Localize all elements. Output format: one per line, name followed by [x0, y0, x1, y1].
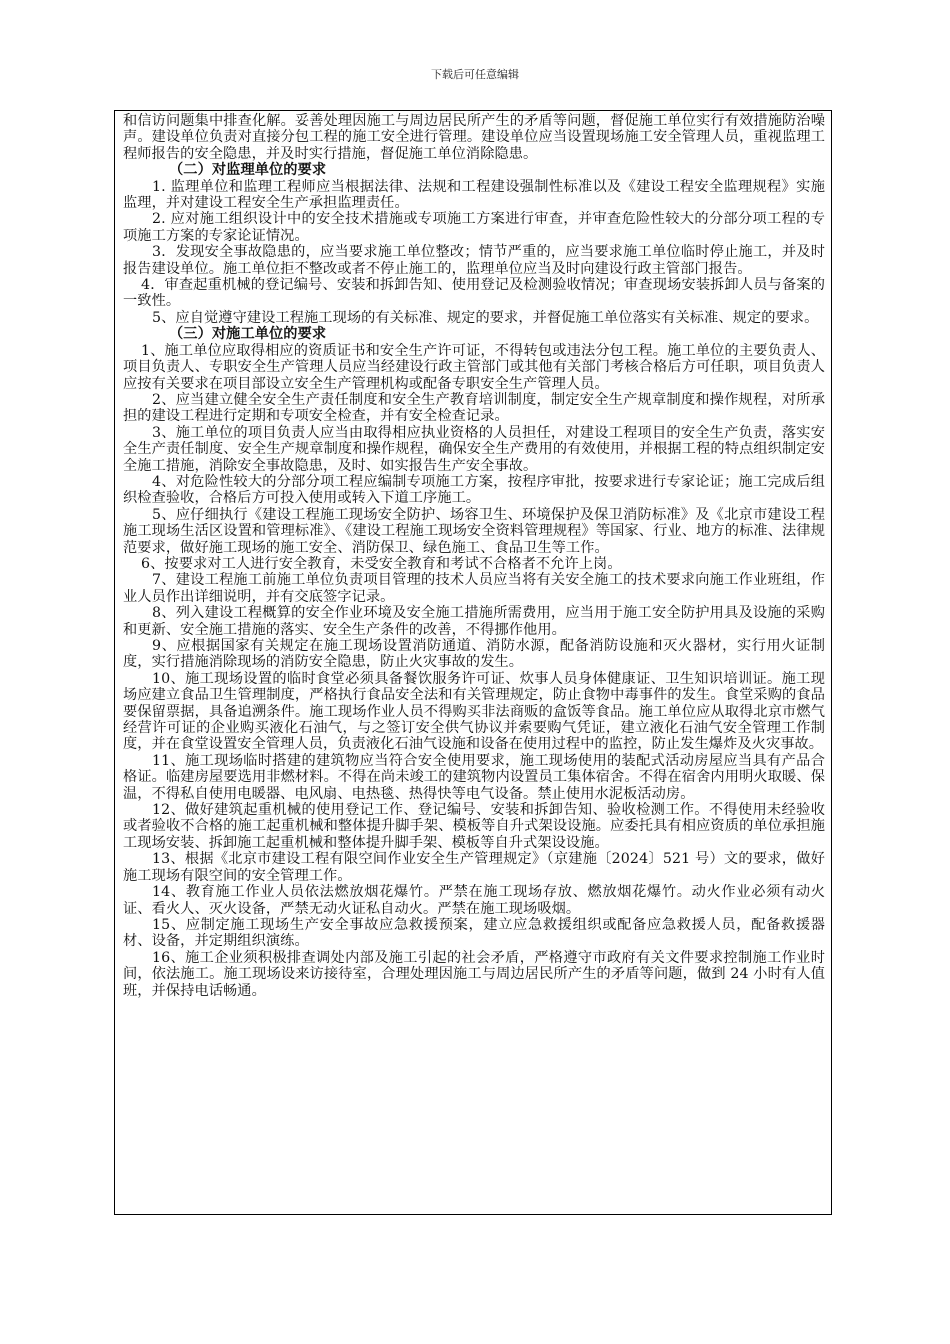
section-heading: （三）对施工单位的要求 [169, 326, 327, 343]
paragraph: 9、应根据国家有关规定在施工现场设置消防通道、消防水源，配备消防设施和灭火器材，实行用火证制度，实行措施消除现场的消防安全隐患，防止火灾事故的发生。 [123, 638, 825, 671]
paragraph: 13、根据《北京市建设工程有限空间作业安全生产管理规定》（京建施〔2024〕521 号）文的要求，做好施工现场有限空间的安全管理工作。 [123, 851, 825, 884]
paragraph: 3、施工单位的项目负责人应当由取得相应执业资格的人员担任，对建设工程项目的安全生产负责，落实安全生产责任制度、安全生产规章制度和操作规程，确保安全生产费用的有效使用，并根据工程的特点组织制定安全施工措施，消除安全事故隐患，及时、如实报告生产安全事故。 [123, 424, 825, 474]
paragraph: 14、教育施工作业人员依法燃放烟花爆竹。严禁在施工现场存放、燃放烟花爆竹。动火作业必须有动火证、看火人、灭火设备，严禁无动火证私自动火。严禁在施工现场吸烟。 [123, 884, 825, 917]
paragraph: 1. 监理单位和监理工程师应当根据法律、法规和工程建设强制性标准以及《建设工程安全监理规程》实施监理，并对建设工程安全生产承担监理责任。 [123, 178, 825, 212]
paragraph: 4．审查起重机械的登记编号、安装和拆卸告知、使用登记及检测验收情况；审查现场安装拆卸人员与备案的一致性。 [123, 277, 825, 310]
page-header: 下载后可任意编辑 [431, 68, 519, 81]
paragraph: 1、施工单位应取得相应的资质证书和安全生产许可证，不得转包或违法分包工程。施工单位的主要负责人、项目负责人、专职安全生产管理人员应当经建设行政主管部门或其他有关部门考核合格后方可任职，项目负责人应按有关要求在项目部设立安全生产管理机构或配备专职安全生产管理人员。 [123, 342, 825, 392]
paragraph: 10、施工现场设置的临时食堂必须具备餐饮服务许可证、炊事人员身体健康证、卫生知识培训证。施工现场应建立食品卫生管理制度，严格执行食品安全法和有关管理规定，防止食物中毒事件的发生。食堂采购的食品要保留票据，具备追溯条件。施工现场作业人员不得购买非法商贩的盒饭等食品。施工单位应从取得北京市燃气经营许可证的企业购买液化石油气，与之签订安全供气协议并索要购气凭证，建立液化石油气安全管理工作制度，并在食堂设置安全管理人员，负责液化石油气设施和设备在使用过程中的监控，防止发生爆炸及火灾事故。 [123, 670, 825, 753]
document-body [123, 113, 825, 999]
content-table-cell [114, 110, 832, 1215]
paragraph: 11、施工现场临时搭建的建筑物应当符合安全使用要求，施工现场使用的装配式活动房屋应当具有产品合格证。临建房屋要选用非燃材料。不得在尚未竣工的建筑物内设置员工集体宿舍。不得在宿舍内用明火取暖、保温，不得私自使用电暖器、电风扇、电热毯、热得快等电气设备。禁止使用水泥板活动房。 [123, 752, 825, 802]
paragraph: 2、应当建立健全安全生产责任制度和安全生产教育培训制度，制定安全生产规章制度和操作规程，对所承担的建设工程进行定期和专项安全检查，并有安全检查记录。 [123, 391, 825, 425]
paragraph: 3．发现安全事故隐患的，应当要求施工单位整改；情节严重的，应当要求施工单位临时停止施工，并及时报告建设单位。施工单位拒不整改或者不停止施工的，监理单位应当及时向建设行政主管部门报告。 [123, 244, 825, 277]
paragraph: 15、应制定施工现场生产安全事故应急救援预案，建立应急救援组织或配备应急救援人员，配备救援器材、设备，并定期组织演练。 [123, 916, 825, 950]
paragraph: 8、列入建设工程概算的安全作业环境及安全施工措施所需费用，应当用于施工安全防护用具及设施的采购和更新、安全施工措施的落实、安全生产条件的改善，不得挪作他用。 [123, 605, 825, 638]
paragraph: 4、对危险性较大的分部分项工程应编制专项施工方案，按程序审批，按要求进行专家论证；施工完成后组织检查验收，合格后方可投入使用或转入下道工序施工。 [123, 473, 825, 507]
paragraph: 5、应仔细执行《建设工程施工现场安全防护、场容卫生、环境保护及保卫消防标准》及《北京市建设工程施工现场生活区设置和管理标准》、《建设工程施工现场安全资料管理规程》等国家、行业、地方的标准、法律规范要求，做好施工现场的施工安全、消防保卫、绿色施工、食品卫生等工作。 [123, 506, 825, 556]
paragraph: 7、建设工程施工前施工单位负责项目管理的技术人员应当将有关安全施工的技术要求向施工作业班组，作业人员作出详细说明，并有交底签字记录。 [123, 572, 825, 605]
paragraph: 12、做好建筑起重机械的使用登记工作、登记编号、安装和拆卸告知、验收检测工作。不得使用未经验收或者验收不合格的施工起重机械和整体提升脚手架、模板等自升式架设设施。应委托具有相应资质的单位承担施工现场安装、拆卸施工起重机械和整体提升脚手架、模板等自升式架设设施。 [123, 802, 825, 851]
paragraph: 6、按要求对工人进行安全教育，未受安全教育和考试不合格者不允许上岗。 [141, 555, 622, 572]
paragraph: 16、施工企业须积极排查调处内部及施工引起的社会矛盾，严格遵守市政府有关文件要求控制施工作业时间，依法施工。施工现场设来访接待室，合理处理因施工与周边居民所产生的矛盾等问题，做到 24 小时有人值班，并保持电话畅通。 [123, 949, 825, 999]
paragraph: 5、应自觉遵守建设工程施工现场的有关标准、规定的要求，并督促施工单位落实有关标准、规定的要求。 [152, 309, 819, 326]
paragraph: 和信访问题集中排查化解。妥善处理因施工与周边居民所产生的矛盾等问题，督促施工单位实行有效措施防治噪声。建设单位负责对直接分包工程的施工安全进行管理。建设单位应当设置现场施工安全管理人员，重视监理工程师报告的安全隐患，并及时实行措施，督促施工单位消除隐患。 [123, 113, 825, 162]
paragraph: 2. 应对施工组织设计中的安全技术措施或专项施工方案进行审查，并审查危险性较大的分部分项工程的专项施工方案的专家论证情况。 [123, 211, 825, 244]
section-heading: （二）对监理单位的要求 [169, 162, 327, 179]
